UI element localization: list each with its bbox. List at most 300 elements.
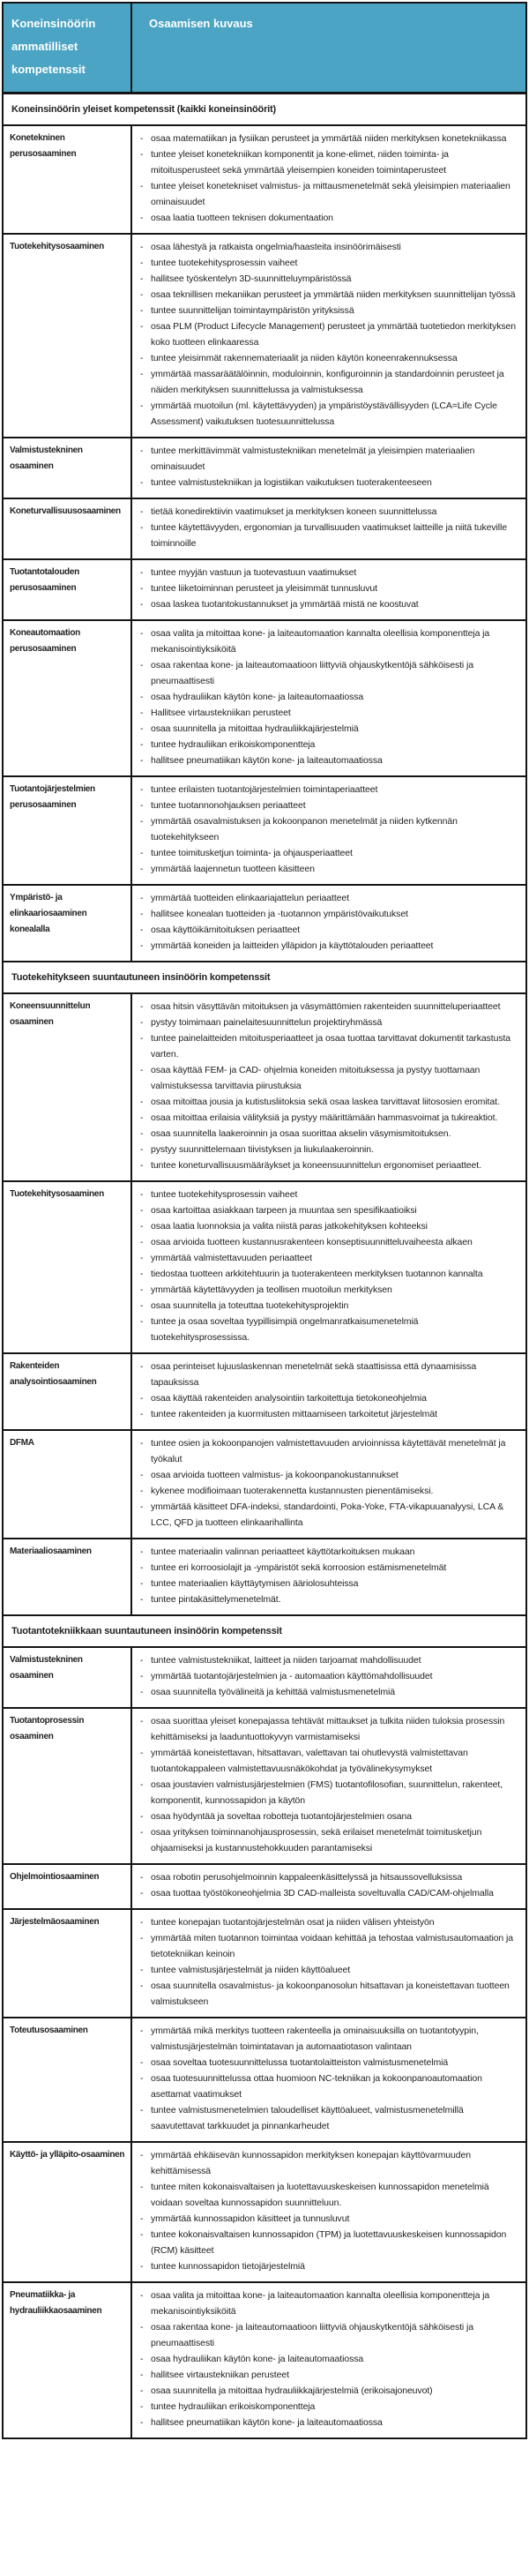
bullet-dash-glyph: -: [140, 1065, 144, 1075]
competency-label-cell: DFMA: [4, 1431, 132, 1538]
bullet-text: osaa perinteiset lujuuslaskennan menetelmät sekä staattisissa että dynaamisissa tapauksissa: [151, 1361, 477, 1388]
bullet-dash-glyph: -: [140, 1748, 144, 1758]
bullet-list: [132, 782, 518, 877]
bullet-text: tuntee eri korroosiolajit ja -ympäristöt sekä korroosion estämismenetelmät: [151, 1562, 447, 1573]
bullet-dash-glyph: -: [140, 1144, 144, 1155]
bullet-item: [140, 2023, 518, 2055]
bullet-item: [140, 1110, 518, 1126]
bullet-dash-glyph: -: [140, 1361, 144, 1372]
bullet-text: pystyy suunnittelemaan tiivistyksen ja liukulaakeroinnin.: [151, 1144, 374, 1155]
bullet-text: tuntee rakenteiden ja kuormitusten mittaamiseen tarkoitetut järjestelmät: [151, 1409, 437, 1419]
bullet-item: [140, 1560, 518, 1576]
bullet-item: [140, 580, 518, 596]
competency-label-cell: Pneumatiikka- ja hydrauliikkaosaaminen: [4, 2283, 132, 2437]
bullet-text: tuntee miten kokonaisvaltaisen ja luotettavuuskeskeisen kunnossapidon menetelmiä voidaan soveltaa kunnossapidon suunnitteluun.: [151, 2182, 489, 2208]
bullet-dash-glyph: -: [140, 2322, 144, 2333]
bullet-text: osaa tuottaa työstökoneohjelmia 3D CAD-malleista soveltuvalla CAD/CAM-ohjelmalla: [151, 1888, 494, 1898]
bullet-text: osaa tuotesuunnittelussa ottaa huomioon NC-tekniikan ja kokoonpanoautomaation asettamat vaatimukset: [151, 2073, 482, 2100]
bullet-list: [132, 2147, 518, 2274]
competency-row: [4, 1707, 525, 1863]
bullet-list: [132, 890, 518, 954]
bullet-item: [140, 1314, 518, 1345]
bullet-text: ymmärtää mikä merkitys tuotteen rakenteella ja ominaisuuksilla on tuotantotyypin, valmistusjärjestelmän toimintatavan ja automaatiotason valintaan: [151, 2026, 479, 2052]
bullet-dash-glyph: -: [140, 2057, 144, 2068]
competency-row: [4, 2281, 525, 2437]
bullet-text: ymmärtää kunnossapidon käsitteet ja tunnusluvut: [151, 2213, 350, 2224]
bullet-text: tuntee valmistustekniikan ja logistiikan vaikutuksen tuoterakenteeseen: [151, 477, 432, 488]
bullet-dash-glyph: -: [140, 893, 144, 903]
bullet-item: [140, 255, 518, 271]
bullet-text: tuntee merkittävimmät valmistustekniikan menetelmät ja yleisimpien materiaalien ominaisuudet: [151, 446, 475, 472]
bullet-text: hallitsee pneumatiikan käytön kone- ja laiteautomaatiossa: [151, 2417, 383, 2428]
bullet-text: hallitsee virtaustekniikan perusteet: [151, 2370, 289, 2380]
competency-label-cell: Rakenteiden analysointiosaaminen: [4, 1354, 132, 1429]
bullet-text: osaa laatia luonnoksia ja valita niistä paras jatkokehityksen kohteeksi: [151, 1221, 428, 1232]
bullet-dash-glyph: -: [140, 1409, 144, 1419]
bullet-item: [140, 1467, 518, 1483]
bullet-dash-glyph: -: [140, 522, 144, 533]
bullet-item: [140, 1978, 518, 2010]
bullet-item: [140, 1359, 518, 1390]
bullet-dash-glyph: -: [140, 2385, 144, 2396]
bullet-item: [140, 999, 518, 1015]
bullet-item: [140, 1745, 518, 1777]
bullet-dash-glyph: -: [140, 583, 144, 594]
description-cell: [132, 2143, 525, 2281]
bullet-text: tuntee erilaisten tuotantojärjestelmien toimintaperiaatteet: [151, 784, 378, 795]
competency-row: [4, 1352, 525, 1429]
bullet-text: osaa suunnitella osavalmistus- ja kokoonpanosolun hitsattavan ja koneistettavan tuotteen valmistukseen: [151, 1981, 510, 2007]
bullet-dash-glyph: -: [140, 2105, 144, 2115]
bullet-dash-glyph: -: [140, 305, 144, 316]
bullet-text: Hallitsee virtaustekniikan perusteet: [151, 708, 291, 718]
bullet-item: [140, 1266, 518, 1282]
bullet-text: hallitsee pneumatiikan käytön kone- ja laiteautomaatiossa: [151, 755, 383, 766]
bullet-list: [132, 131, 518, 226]
bullet-dash-glyph: -: [140, 2261, 144, 2272]
description-cell: [132, 1182, 525, 1352]
bullet-item: [140, 1499, 518, 1531]
bullet-dash-glyph: -: [140, 1888, 144, 1898]
bullet-text: tuntee konepajan tuotantojärjestelmän osat ja niiden välisen yhteistyön: [151, 1917, 435, 1928]
bullet-dash-glyph: -: [140, 258, 144, 268]
competency-label-cell: Valmistustekninen osaaminen: [4, 1648, 132, 1707]
bullet-item: [140, 1684, 518, 1700]
bullet-dash-glyph: -: [140, 1160, 144, 1171]
bullet-text: ymmärtää osavalmistuksen ja kokoonpanon menetelmät ja niiden kytkennän tuotekehitykseen: [151, 816, 458, 842]
bullet-list: [132, 2023, 518, 2134]
bullet-dash-glyph: -: [140, 289, 144, 300]
bullet-item: [140, 2147, 518, 2179]
competency-row: [4, 619, 525, 775]
bullet-item: [140, 2071, 518, 2102]
bullet-item: [140, 2211, 518, 2227]
description-cell: [132, 1431, 525, 1538]
bullet-text: ymmärtää massaräätälöinnin, moduloinnin, konfiguroinnin ja standardoinnin perusteet ja näiden merkityksen suunnittelussa ja valmistuksessa: [151, 369, 504, 395]
bullet-text: ymmärtää valmistettavuuden periaatteet: [151, 1253, 312, 1263]
bullet-dash-glyph: -: [140, 1269, 144, 1279]
bullet-text: osaa suorittaa yleiset konepajassa tehtävät mittaukset ja tulkita niiden tuloksia prosessin kehittämiseksi ja laaduntuottokyvyn varmistamiseksi: [151, 1716, 505, 1742]
bullet-dash-glyph: -: [140, 1486, 144, 1496]
bullet-dash-glyph: -: [140, 2290, 144, 2301]
bullet-text: tuntee osien ja kokoonpanojen valmistettavuuden arvioinnissa käytettävät menetelmät ja työkalut: [151, 1438, 506, 1464]
bullet-text: pystyy toimimaan painelaitesuunnittelun projektiryhmässä: [151, 1017, 383, 1028]
bullet-dash-glyph: -: [140, 1284, 144, 1295]
bullet-item: [140, 2258, 518, 2274]
bullet-dash-glyph: -: [140, 567, 144, 578]
bullet-item: [140, 1126, 518, 1142]
bullet-dash-glyph: -: [140, 1316, 144, 1327]
bullet-item: [140, 813, 518, 845]
description-cell: [132, 126, 525, 233]
bullet-item: [140, 271, 518, 287]
competency-row: [4, 1429, 525, 1538]
bullet-item: [140, 922, 518, 938]
description-cell: [132, 621, 525, 775]
bullet-dash-glyph: -: [140, 2073, 144, 2084]
bullet-item: [140, 845, 518, 861]
competency-row: [4, 884, 525, 961]
bullet-item: [140, 2399, 518, 2415]
bullet-text: tuntee tuotekehitysprosessin vaiheet: [151, 258, 298, 268]
bullet-item: [140, 2288, 518, 2319]
bullet-dash-glyph: -: [140, 2150, 144, 2160]
bullet-text: osaa robotin perusohjelmoinnin kappaleenkäsittelyssä ja hitsaussovelluksissa: [151, 1872, 463, 1883]
bullet-item: [140, 1062, 518, 1094]
description-cell: [132, 994, 525, 1180]
bullet-list: [132, 239, 518, 430]
bullet-text: tuntee valmistusjärjestelmät ja niiden käyttöalueet: [151, 1965, 351, 1975]
bullet-item: [140, 1015, 518, 1030]
competency-table: [2, 2, 527, 2439]
bullet-item: [140, 2319, 518, 2351]
bullet-item: [140, 146, 518, 178]
bullet-dash-glyph: -: [140, 2229, 144, 2240]
bullet-dash-glyph: -: [140, 1097, 144, 1107]
bullet-text: osaa suunnitella laakeroinnin ja osaa suorittaa akselin väsymismitoituksen.: [151, 1128, 451, 1139]
bullet-list: [132, 1914, 518, 2010]
bullet-item: [140, 178, 518, 210]
competency-label-cell: Materiaaliosaaminen: [4, 1539, 132, 1614]
bullet-item: [140, 303, 518, 318]
bullet-dash-glyph: -: [140, 1779, 144, 1790]
bullet-text: tuntee suunnittelijan toimintaympäristön yrityksissä: [151, 305, 354, 316]
bullet-item: [140, 1483, 518, 1499]
bullet-item: [140, 565, 518, 580]
bullet-dash-glyph: -: [140, 723, 144, 734]
bullet-dash-glyph: -: [140, 1981, 144, 1991]
bullet-dash-glyph: -: [140, 401, 144, 411]
bullet-item: [140, 798, 518, 813]
bullet-text: osaa arvioida tuotteen kustannusrakenteen konseptisuunnitteluvaiheesta alkaen: [151, 1237, 473, 1247]
competency-column-header: Koneinsinöörin ammatilliset kompetenssit: [4, 4, 132, 92]
bullet-text: osaa kartoittaa asiakkaan tarpeen ja muuntaa sen spesifikaatioiksi: [151, 1205, 417, 1216]
bullet-item: [140, 1298, 518, 1314]
bullet-text: osaa hydrauliikan käytön kone- ja laiteautomaatiossa: [151, 2354, 364, 2364]
bullet-item: [140, 1250, 518, 1266]
bullet-text: ymmärtää ehkäisevän kunnossapidon merkityksen konepajan käyttövarmuuden kehittämisessä: [151, 2150, 471, 2176]
description-cell: [132, 1865, 525, 1908]
competency-row: [4, 2141, 525, 2281]
bullet-list: [132, 1435, 518, 1531]
bullet-list: [132, 1713, 518, 1856]
bullet-item: [140, 1869, 518, 1885]
bullet-text: tuntee yleiset konetekniikan komponentit ja kone-elimet, niiden toiminta- ja mitoitusperusteet sekä ymmärtää yleisempien koneiden toimintaperusteet: [151, 149, 449, 176]
bullet-item: [140, 1668, 518, 1684]
competency-label-cell: Koneensuunnittelun osaaminen: [4, 994, 132, 1180]
bullet-item: [140, 1282, 518, 1298]
bullet-item: [140, 1187, 518, 1202]
bullet-dash-glyph: -: [140, 1501, 144, 1512]
description-cell: [132, 1648, 525, 1707]
bullet-dash-glyph: -: [140, 2026, 144, 2036]
bullet-item: [140, 504, 518, 520]
bullet-dash-glyph: -: [140, 1827, 144, 1838]
bullet-text: tuntee valmistusmenetelmien taloudelliset käyttöalueet, valmistusmenetelmillä saavutettavat tarkkuudet ja pinnankarheudet: [151, 2105, 464, 2131]
table-body: [4, 94, 525, 2437]
bullet-dash-glyph: -: [140, 864, 144, 874]
bullet-text: tuntee hydrauliikan erikoiskomponentteja: [151, 2401, 316, 2412]
competency-row: [4, 1180, 525, 1352]
bullet-text: ymmärtää koneistettavan, hitsattavan, valettavan tai ohutlevystä valmistettavan tuotantokappaleen valmistettavuusnäkökohdat ja työvälinekysymykset: [151, 1748, 468, 1774]
bullet-list: [132, 625, 518, 768]
description-cell: [132, 438, 525, 498]
competency-label-cell: Järjestelmäosaaminen: [4, 1910, 132, 2017]
bullet-item: [140, 1202, 518, 1218]
bullet-item: [140, 2227, 518, 2258]
bullet-item: [140, 861, 518, 877]
bullet-dash-glyph: -: [140, 940, 144, 951]
bullet-text: osaa rakentaa kone- ja laiteautomaatioon liittyviä ohjauskytkentöjä sähköisesti ja pneumaattisesti: [151, 660, 473, 686]
bullet-text: osaa mitoittaa erilaisia välityksiä ja pystyy määrittämään hammasvoimat ja tukireaktiot.: [151, 1112, 498, 1123]
bullet-item: [140, 1435, 518, 1467]
bullet-item: [140, 596, 518, 612]
bullet-item: [140, 689, 518, 705]
bullet-dash-glyph: -: [140, 1438, 144, 1449]
bullet-text: osaa suunnitella työvälineitä ja kehittää valmistusmenetelmiä: [151, 1687, 395, 1697]
description-cell: [132, 235, 525, 437]
bullet-dash-glyph: -: [140, 1017, 144, 1028]
bullet-text: ymmärtää käsitteet DFA-indeksi, standardointi, Poka-Yoke, FTA-vikapuuanalyysi, LCA & LCC, QFD ja tuotteen elinkaarihallinta: [151, 1501, 504, 1528]
bullet-dash-glyph: -: [140, 1687, 144, 1697]
bullet-dash-glyph: -: [140, 242, 144, 252]
bullet-dash-glyph: -: [140, 149, 144, 160]
bullet-text: hallitsee työskentelyn 3D-suunnitteluympäristössä: [151, 273, 352, 284]
competency-label-cell: Tuotantotalouden perusosaaminen: [4, 560, 132, 619]
bullet-text: osaa suunnitella ja toteuttaa tuotekehitysprojektin: [151, 1300, 349, 1311]
bullet-item: [140, 1591, 518, 1607]
competency-row: [4, 775, 525, 884]
section-header-row: Tuotantotekniikkaan suuntautuneen insinöörin kompetenssit: [4, 1614, 525, 1646]
bullet-item: [140, 1218, 518, 1234]
bullet-text: osaa hyödyntää ja soveltaa robotteja tuotantojärjestelmien osana: [151, 1811, 412, 1822]
bullet-item: [140, 625, 518, 657]
bullet-list: [132, 1187, 518, 1345]
bullet-item: [140, 2415, 518, 2430]
bullet-dash-glyph: -: [140, 925, 144, 935]
bullet-item: [140, 1824, 518, 1856]
competency-row: [4, 558, 525, 619]
bullet-dash-glyph: -: [140, 739, 144, 750]
description-cell: [132, 1709, 525, 1863]
bullet-item: [140, 366, 518, 398]
bullet-item: [140, 1544, 518, 1560]
bullet-item: [140, 1885, 518, 1901]
bullet-list: [132, 504, 518, 551]
competency-label-cell: Käyttö- ja ylläpito-osaaminen: [4, 2143, 132, 2281]
bullet-dash-glyph: -: [140, 273, 144, 284]
bullet-text: osaa laatia tuotteen teknisen dokumentaation: [151, 213, 333, 223]
description-cell: [132, 499, 525, 558]
bullet-text: tuntee toimitusketjun toiminta- ja ohjausperiaatteet: [151, 848, 353, 858]
bullet-text: tuntee kokonaisvaltaisen kunnossapidon (TPM) ja luotettavuuskeskeisen kunnossapidon (RCM) käsitteet: [151, 2229, 507, 2256]
bullet-dash-glyph: -: [140, 1205, 144, 1216]
bullet-text: osaa soveltaa tuotesuunnittelussa tuotantolaitteiston valmistusmenetelmiä: [151, 2057, 449, 2068]
bullet-text: tuntee tuotannonohjauksen periaatteet: [151, 800, 306, 811]
bullet-item: [140, 2102, 518, 2134]
bullet-text: tuntee materiaalin valinnan periaatteet käyttötarkoituksen mukaan: [151, 1546, 415, 1557]
bullet-dash-glyph: -: [140, 1237, 144, 1247]
bullet-dash-glyph: -: [140, 506, 144, 517]
bullet-text: osaa arvioida tuotteen valmistus- ja kokoonpanokustannukset: [151, 1470, 399, 1480]
competency-label-cell: Toteutusosaaminen: [4, 2018, 132, 2141]
bullet-text: osaa rakentaa kone- ja laiteautomaatioon liittyviä ohjauskytkentöjä sähköisesti ja pneumaattisesti: [151, 2322, 473, 2348]
bullet-item: [140, 398, 518, 430]
description-cell: [132, 1539, 525, 1614]
description-cell: [132, 1910, 525, 2017]
bullet-item: [140, 443, 518, 475]
bullet-text: osaa PLM (Product Lifecycle Management) perusteet ja ymmärtää tuotetiedon merkityksen koko tuotteen elinkaaressa: [151, 321, 517, 348]
bullet-text: tuntee koneturvallisuusmääräykset ja koneensuunnittelun ergonomiset periaatteet.: [151, 1160, 481, 1171]
bullet-dash-glyph: -: [140, 816, 144, 827]
bullet-text: tuntee materiaalien käyttäytymisen ääriolosuhteissa: [151, 1578, 359, 1589]
competency-row: [4, 992, 525, 1180]
bullet-dash-glyph: -: [140, 909, 144, 919]
competency-label-cell: Konetekninen perusosaaminen: [4, 126, 132, 233]
bullet-text: ymmärtää käytettävyyden ja teollisen muotoilun merkityksen: [151, 1284, 392, 1295]
bullet-text: tuntee myyjän vastuun ja tuotevastuun vaatimukset: [151, 567, 357, 578]
bullet-dash-glyph: -: [140, 1001, 144, 1012]
bullet-text: osaa laskea tuotantokustannukset ja ymmärtää mistä ne koostuvat: [151, 599, 419, 610]
bullet-dash-glyph: -: [140, 1112, 144, 1123]
bullet-dash-glyph: -: [140, 1562, 144, 1573]
bullet-text: ymmärtää muotoilun (ml. käytettävyyden) ja ympäristöystävällisyyden (LCA=Life Cycle Assessment) vaikutuksen tuotesuunnittelussa: [151, 401, 497, 427]
table-header-row: [4, 4, 525, 94]
bullet-text: osaa valita ja mitoittaa kone- ja laiteautomaation kannalta oleellisia komponentteja ja mekanisointiyksiköitä: [151, 628, 490, 655]
bullet-dash-glyph: -: [140, 2182, 144, 2192]
bullet-dash-glyph: -: [140, 2370, 144, 2380]
bullet-dash-glyph: -: [140, 477, 144, 488]
bullet-item: [140, 657, 518, 689]
bullet-dash-glyph: -: [140, 1872, 144, 1883]
bullet-text: ymmärtää tuotantojärjestelmien ja - automaation käyttömahdollisuudet: [151, 1671, 433, 1681]
bullet-text: osaa yrityksen toiminnanohjausprosessin, sekä erilaiset menetelmät toimitusketjun ohjaamiseksi ja kustannustehokkuuden parantamiseksi: [151, 1827, 482, 1853]
competency-row: [4, 124, 525, 233]
bullet-text: tuntee käytettävyyden, ergonomian ja turvallisuuden vaatimukset laitteille ja niitä tukeville toiminnoille: [151, 522, 507, 549]
competency-row: [4, 498, 525, 558]
competency-row: [4, 233, 525, 437]
bullet-text: kykenee modifioimaan tuoterakennetta kustannusten pienentämiseksi.: [151, 1486, 434, 1496]
bullet-item: [140, 475, 518, 490]
bullet-dash-glyph: -: [140, 1393, 144, 1404]
bullet-item: [140, 721, 518, 737]
bullet-dash-glyph: -: [140, 2213, 144, 2224]
bullet-text: tuntee yleiset konetekniset valmistus- ja mittausmenetelmät sekä yleisimpien materiaalien ominaisuudet: [151, 181, 510, 207]
bullet-dash-glyph: -: [140, 800, 144, 811]
competency-label-cell: Koneturvallisuusosaaminen: [4, 499, 132, 558]
competency-label-cell: Tuotekehitysosaaminen: [4, 1182, 132, 1352]
description-cell: [132, 2018, 525, 2141]
bullet-text: ymmärtää tuotteiden elinkaariajattelun periaatteet: [151, 893, 349, 903]
bullet-dash-glyph: -: [140, 321, 144, 332]
bullet-text: tuntee ja osaa soveltaa tyypillisimpiä ongelmanratkaisumenetelmiä tuotekehitysprosessissa.: [151, 1316, 419, 1343]
bullet-item: [140, 938, 518, 954]
bullet-dash-glyph: -: [140, 599, 144, 610]
bullet-list: [132, 999, 518, 1173]
bullet-dash-glyph: -: [140, 1033, 144, 1044]
competency-label-cell: Ohjelmointiosaaminen: [4, 1865, 132, 1908]
competency-row: [4, 1646, 525, 1707]
bullet-dash-glyph: -: [140, 446, 144, 456]
bullet-item: [140, 2383, 518, 2399]
bullet-item: [140, 2055, 518, 2071]
bullet-dash-glyph: -: [140, 1917, 144, 1928]
bullet-text: tuntee tuotekehitysprosessin vaiheet: [151, 1189, 298, 1200]
bullet-item: [140, 1030, 518, 1062]
bullet-text: tuntee valmistustekniikat, laitteet ja niiden tarjoamat mahdollisuudet: [151, 1655, 421, 1666]
bullet-dash-glyph: -: [140, 213, 144, 223]
competency-row: [4, 437, 525, 498]
bullet-dash-glyph: -: [140, 755, 144, 766]
bullet-item: [140, 318, 518, 350]
description-cell: [132, 2283, 525, 2437]
bullet-item: [140, 1962, 518, 1978]
bullet-list: [132, 1544, 518, 1607]
bullet-dash-glyph: -: [140, 1655, 144, 1666]
bullet-item: [140, 239, 518, 255]
bullet-dash-glyph: -: [140, 1470, 144, 1480]
bullet-item: [140, 1914, 518, 1930]
bullet-item: [140, 131, 518, 146]
bullet-item: [140, 2367, 518, 2383]
bullet-dash-glyph: -: [140, 2401, 144, 2412]
bullet-list: [132, 1359, 518, 1422]
bullet-item: [140, 1777, 518, 1808]
bullet-dash-glyph: -: [140, 353, 144, 363]
bullet-text: osaa matematiikan ja fysiikan perusteet ja ymmärtää niiden merkityksen konetekniikassa: [151, 133, 507, 144]
competency-row: [4, 1863, 525, 1908]
bullet-dash-glyph: -: [140, 1578, 144, 1589]
bullet-dash-glyph: -: [140, 2354, 144, 2364]
bullet-text: ymmärtää miten tuotannon toimintaa voidaan kehittää ja tehostaa valmistusautomaation ja tietotekniikan keinoin: [151, 1933, 513, 1959]
bullet-text: osaa valita ja mitoittaa kone- ja laiteautomaation kannalta oleellisia komponentteja ja mekanisointiyksiköitä: [151, 2290, 490, 2317]
bullet-text: osaa käyttää rakenteiden analysointiin tarkoitettuja tietokoneohjelmia: [151, 1393, 427, 1404]
bullet-dash-glyph: -: [140, 1128, 144, 1139]
bullet-item: [140, 1713, 518, 1745]
bullet-dash-glyph: -: [140, 2417, 144, 2428]
bullet-text: ymmärtää koneiden ja laitteiden ylläpidon ja käyttötalouden periaatteet: [151, 940, 434, 951]
competency-label-cell: Valmistustekninen osaaminen: [4, 438, 132, 498]
competency-row: [4, 1538, 525, 1614]
bullet-dash-glyph: -: [140, 1300, 144, 1311]
description-cell: [132, 886, 525, 961]
bullet-item: [140, 782, 518, 798]
bullet-item: [140, 1234, 518, 1250]
bullet-item: [140, 1390, 518, 1406]
bullet-dash-glyph: -: [140, 1253, 144, 1263]
bullet-text: osaa suunnitella ja mitoittaa hydrauliikkajärjestelmiä: [151, 723, 359, 734]
competency-row: [4, 1908, 525, 2017]
